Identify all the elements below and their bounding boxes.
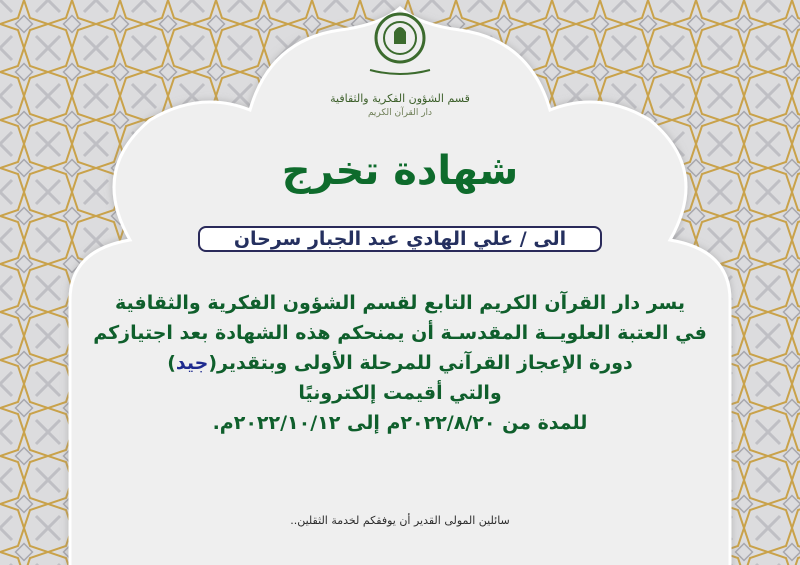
department-name bbox=[320, 92, 480, 120]
body-line-3-prefix: دورة الإعجاز القرآني للمرحلة الأولى وبتقدير( bbox=[208, 352, 633, 374]
body-line-5: للمدة من ٢٠٢٢/٨/٢٠م إلى ٢٠٢٢/١٠/١٢م. bbox=[212, 412, 588, 434]
department-line1: قسم الشؤون الفكرية والثقافية bbox=[330, 92, 470, 105]
recipient-name: الى / علي الهادي عبد الجبار سرحان bbox=[233, 228, 567, 250]
body-line-3-suffix: ) bbox=[167, 352, 176, 374]
body-line-4: والتي أقيمت إلكترونيًا bbox=[298, 382, 502, 404]
body-line-3 bbox=[60, 348, 740, 378]
department-line2: دار القرآن الكريم bbox=[367, 108, 433, 118]
certificate-body bbox=[60, 288, 740, 438]
grade-value: جيد bbox=[175, 352, 209, 374]
body-line-2: في العتبة العلويــة المقدسـة أن يمنحكم هذه الشهادة بعد اجتيازكم bbox=[93, 322, 707, 344]
certificate-title: شهادة تخرج bbox=[281, 148, 519, 194]
shrine-emblem-icon bbox=[360, 8, 440, 78]
body-line-1: يسر دار القرآن الكريم التابع لقسم الشؤون الفكرية والثقافية bbox=[114, 292, 686, 314]
closing-note: سائلين المولى القدير أن يوفقكم لخدمة الثقلين.. bbox=[290, 514, 510, 527]
